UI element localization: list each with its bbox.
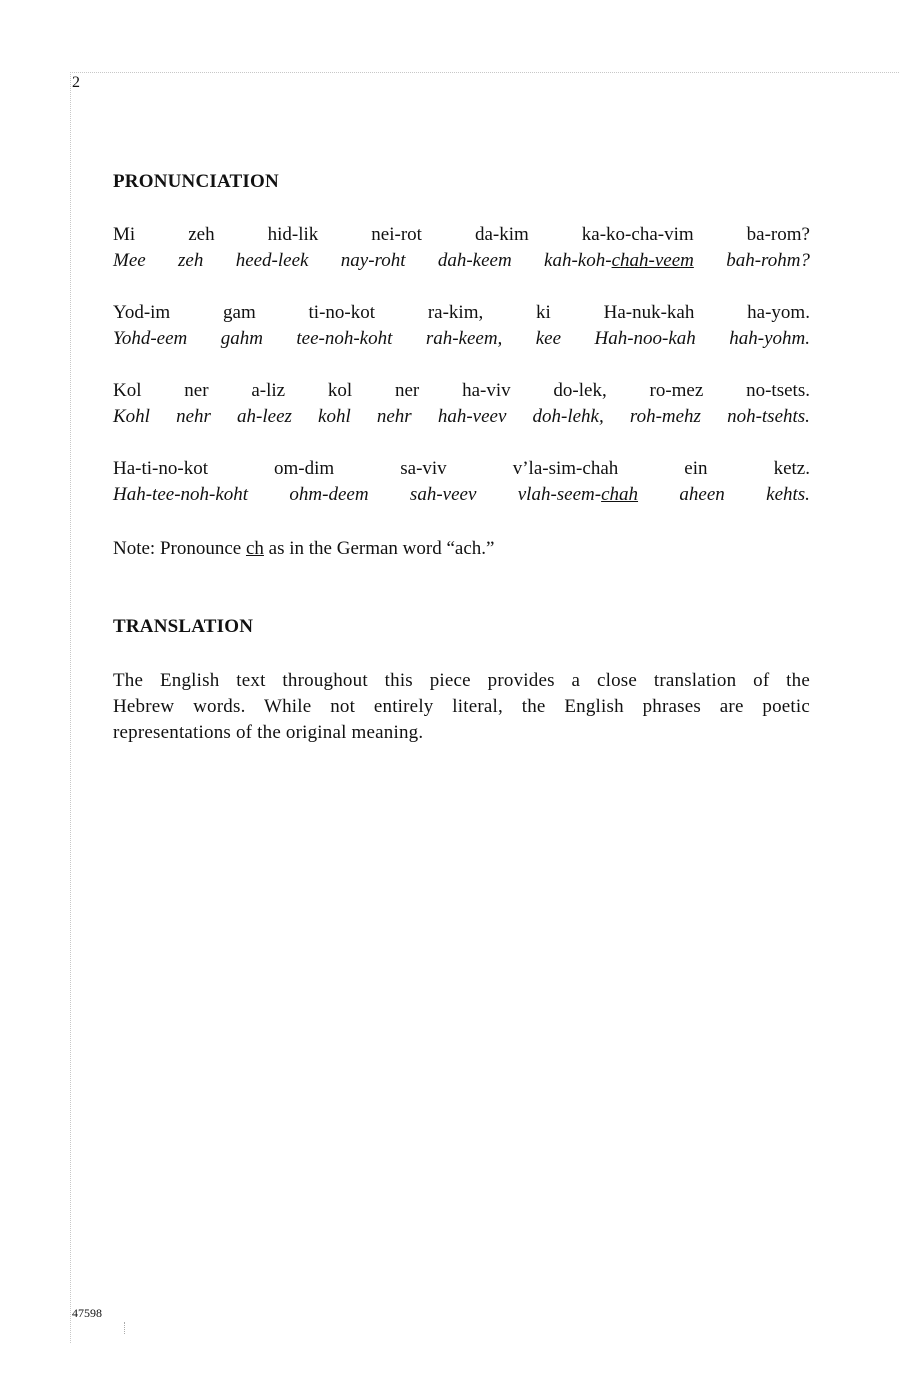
- word: Kol: [113, 380, 142, 401]
- word: ketz.: [773, 458, 810, 479]
- word: hah-veev: [437, 406, 507, 427]
- word: ner: [395, 380, 420, 401]
- word: hid-lik: [267, 224, 319, 245]
- word: nehr: [376, 406, 412, 427]
- word: a-liz: [251, 380, 286, 401]
- word: [518, 484, 638, 506]
- word: Yod-im: [113, 302, 171, 323]
- pronunciation-line-2-phonetic: [113, 328, 810, 350]
- word: ohm-deem: [289, 484, 369, 505]
- word-part-underlined: chah: [601, 484, 639, 505]
- word: ro-mez: [649, 380, 704, 401]
- word: tee-noh-koht: [296, 328, 393, 349]
- word: gahm: [220, 328, 263, 349]
- note-ch: ch: [245, 538, 264, 559]
- word: da-kim: [474, 224, 529, 245]
- translation-heading: TRANSLATION: [113, 616, 254, 637]
- word: ki: [536, 302, 551, 323]
- word: ner: [184, 380, 209, 401]
- word: do-lek,: [553, 380, 607, 401]
- word: ti-no-kot: [308, 302, 376, 323]
- word: Hah-tee-noh-koht: [113, 484, 249, 505]
- word: Mi: [113, 224, 136, 245]
- word: ah-leez: [237, 406, 292, 427]
- word-part: kah-koh-: [544, 250, 612, 271]
- pronunciation-line-4-phonetic: [113, 484, 810, 506]
- pronunciation-heading: PRONUNCIATION: [113, 171, 279, 192]
- word: Mee: [113, 250, 146, 271]
- pronunciation-note: [113, 538, 494, 560]
- word: Ha-ti-no-kot: [113, 458, 208, 479]
- word-part: vlah-seem-: [517, 484, 602, 505]
- word: bah-rohm?: [726, 250, 810, 271]
- pronunciation-line-3-roman: [113, 380, 810, 402]
- word: ha-viv: [462, 380, 511, 401]
- word: doh-lehk,: [532, 406, 604, 427]
- paragraph-line: representations of the original meaning.: [113, 722, 424, 743]
- word: Kohl: [113, 406, 150, 427]
- word: nei-rot: [371, 224, 422, 245]
- pronunciation-line-2-roman: [113, 302, 810, 324]
- pronunciation-line-3-phonetic: [113, 406, 810, 428]
- word: Hah-noo-kah: [594, 328, 696, 349]
- note-suffix: as in the German word “ach.”: [263, 538, 495, 559]
- word: noh-tsehts.: [727, 406, 810, 427]
- word: ein: [684, 458, 708, 479]
- word: no-tsets.: [746, 380, 810, 401]
- translation-paragraph: [113, 668, 810, 746]
- word: zeh: [178, 250, 204, 271]
- word: dah-keem: [437, 250, 512, 271]
- pronunciation-line-1-phonetic: [113, 250, 810, 272]
- word: kohl: [318, 406, 351, 427]
- word: gam: [223, 302, 256, 323]
- word: aheen: [679, 484, 725, 505]
- page-number: 2: [72, 74, 80, 91]
- word: Yohd-eem: [113, 328, 188, 349]
- word: nehr: [176, 406, 211, 427]
- word: kehts.: [766, 484, 810, 505]
- word: ka-ko-cha-vim: [581, 224, 694, 245]
- paragraph-line: Hebrew words. While not entirely literal, the English phrases are poetic: [113, 696, 810, 717]
- margin-mark: [124, 1322, 126, 1334]
- word: kol: [327, 380, 353, 401]
- word: nay-roht: [340, 250, 406, 271]
- pronunciation-line-4-roman: [113, 458, 810, 480]
- word: Ha-nuk-kah: [603, 302, 695, 323]
- word: roh-mehz: [629, 406, 701, 427]
- word: sah-veev: [409, 484, 477, 505]
- word: ra-kim,: [427, 302, 484, 323]
- word: rah-keem,: [425, 328, 503, 349]
- word: [544, 250, 694, 272]
- word: om-dim: [274, 458, 335, 479]
- paragraph-line: The English text throughout this piece provides a close translation of the: [113, 670, 810, 691]
- catalog-number: 47598: [72, 1306, 102, 1320]
- note-prefix: Note: Pronounce: [113, 538, 246, 559]
- word: zeh: [188, 224, 215, 245]
- word-part-underlined: chah-veem: [611, 250, 694, 271]
- word: kee: [535, 328, 562, 349]
- word: ha-yom.: [747, 302, 810, 323]
- word: ba-rom?: [746, 224, 810, 245]
- word: hah-yohm.: [729, 328, 810, 349]
- pronunciation-line-1-roman: [113, 224, 810, 246]
- word: v’la-sim-chah: [512, 458, 619, 479]
- word: sa-viv: [400, 458, 447, 479]
- word: heed-leek: [235, 250, 309, 271]
